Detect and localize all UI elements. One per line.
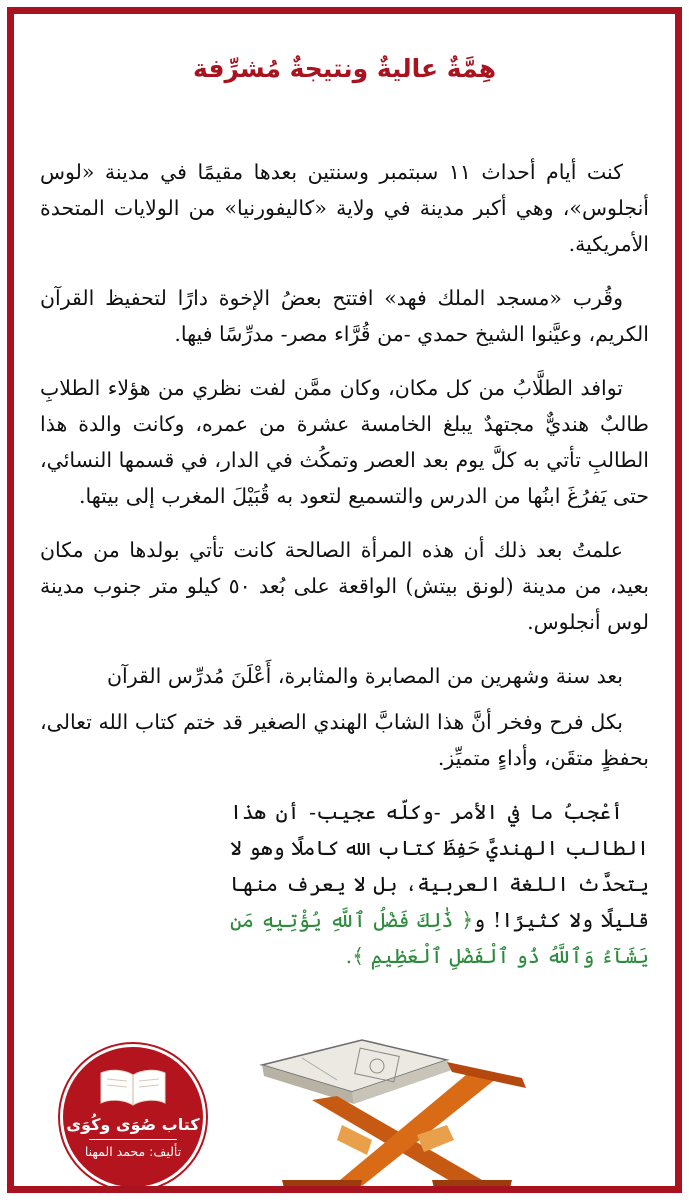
paragraph-4: علمتُ بعد ذلك أن هذه المرأة الصالحة كانت تأتي بولدها من مكان بعيد، من مدينة (لونق بيتش) الواقعة على بُعد ٥٠ كيلو متر جنوب مدينة لوس أنجلوس.	[40, 538, 649, 634]
paragraph-3: توافد الطلَّابُ من كل مكان، وكان ممَّن لفت نظري من هؤلاء الطلابِ طالبٌ هنديٌّ مجتهدٌ يبلغ الخامسة عشرة من عمره، وكانت والدة هذا الطالبِ تأتي به كلَّ يوم بعد العصر وتمكُث في الدار، في قسمها النسائي، حتى يَفرُغَ ابنُها من الدرس والتسميع لتعود به قُبَيْلَ المغرب إلى بيتها.	[40, 376, 649, 508]
open-book-icon	[99, 1065, 167, 1109]
badge-divider	[89, 1139, 177, 1140]
badge-book-title: كتاب صُوَى وكُوَى	[66, 1115, 200, 1134]
paragraph-7-text: أعْجبُ ما في الأمر -وكلّه عجيب- أن هذا الطالب الهنديَّ حَفِظَ كتاب الله كاملًا وهو لا يتحدَّث اللغة العربية، بل لا يعرف منها قليلًا ولا كثيرًا! و	[230, 800, 650, 932]
quran-verse: ﴿ ذَٰلِكَ فَضْلُ ٱللَّهِ يُؤْتِيهِ مَن يَشَآءُ وَٱللَّهُ ذُو ٱلْفَضْلِ ٱلْعَظِيمِ ﴾.	[230, 908, 649, 968]
quran-stand-illustration	[242, 1030, 542, 1190]
page-frame	[7, 7, 682, 1193]
book-badge	[60, 1044, 206, 1190]
article-body	[40, 154, 649, 992]
paragraph-6: بكل فرح وفخر أنَّ هذا الشابَّ الهندي الصغير قد ختم كتاب الله تعالى، بحفظٍ متقَن، وأداءٍ متميِّز.	[40, 710, 649, 770]
badge-author: تأليف: محمد المهنا	[84, 1144, 182, 1159]
paragraph-1: كنت أيام أحداث ١١ سبتمبر وسنتين بعدها مقيمًا في مدينة «لوس أنجلوس»، وهي أكبر مدينة في ولاية «كاليفورنيا» من الولايات المتحدة الأمريكية.	[40, 160, 649, 256]
paragraph-7	[40, 794, 649, 974]
paragraph-2: وقُرب «مسجد الملك فهد» افتتح بعضُ الإخوة دارًا لتحفيظ القرآن الكريم، وعيَّنوا الشيخ حمدي -من قُرَّاء مصر- مدرِّسًا فيها.	[40, 286, 649, 346]
page-title: هِمَّةٌ عاليةٌ ونتيجةٌ مُشرِّفة	[192, 54, 497, 83]
paragraph-5: بعد سنة وشهرين من المصابرة والمثابرة، أَعْلَنَ مُدرِّس القرآن	[106, 664, 623, 688]
